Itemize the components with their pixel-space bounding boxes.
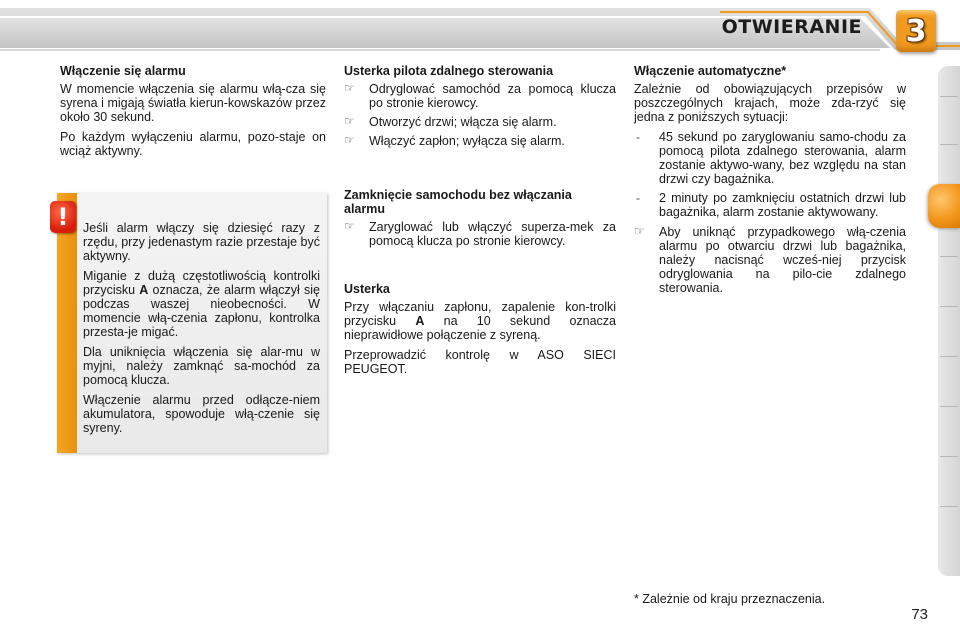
side-tab-divider [940,406,958,407]
column-2 [344,64,616,382]
warning-paragraph: Jeśli alarm włączy się dziesięć razy z rzędu, przy jedenastym razie przestaje być aktywny. [83,221,320,263]
list-item [634,130,906,186]
warning-paragraph: Dla uniknięcia włączenia się alar-mu w myjni, należy zamknąć sa-mochód za pomocą klucza. [83,345,320,387]
footnote: * Zależnie od kraju przeznaczenia. [634,592,826,606]
column-3 [634,64,906,301]
chapter-title: OTWIERANIE [721,16,862,38]
pointing-hand-icon: ☞ [344,219,355,233]
pointing-hand-icon: ☞ [344,114,355,128]
list-item-text: Aby uniknąć przypadkowego włą-czenia alarmu po otwarciu drzwi lub bagażnika, należy nacisnąć wcześ-niej przycisk odryglowania na pilo-cie zdalnego sterowania. [659,225,906,295]
list-item [344,82,616,110]
text-part: na 10 sekund oznacza nieprawidłowe połączenie z syreną. [344,314,617,342]
warning-text [83,221,320,441]
side-tab-divider [940,96,958,97]
list-item-text: 2 minuty po zamknięciu ostatnich drzwi lub bagażnika, alarm zostanie aktywowany. [659,191,906,219]
pointing-hand-icon: ☞ [344,81,355,95]
heading-alarm-activation: Włączenie się alarmu [60,64,186,78]
paragraph: Po każdym wyłączeniu alarmu, pozo-staje on wciąż aktywny. [60,130,326,158]
side-chapter-tabs [930,66,960,576]
side-tab-divider [940,256,958,257]
warning-paragraph [83,269,320,339]
heading-automatic-activation: Włączenie automatyczne* [634,64,787,78]
dash-list [634,130,906,219]
list-item-text: Otworzyć drzwi; włącza się alarm. [369,115,557,129]
heading-lock-without-alarm: Zamknięcie samochodu bez włączania alarmu [344,188,572,216]
list-item-text: Odryglować samochód za pomocą klucza po stronie kierowcy. [369,82,616,110]
paragraph: Przeprowadzić kontrolę w ASO SIECI PEUGEOT. [344,348,616,376]
page-number: 73 [911,606,928,623]
list-item-text: 45 sekund po zaryglowaniu samo-chodu za pomocą pilota zdalnego sterowania, alarm zostanie aktywo-wany, bez względu na stan drzwi czy bagażnika. [659,130,906,186]
list-item-text: Zaryglować lub włączyć superza-mek za pomocą klucza po stronie kierowcy. [369,220,616,248]
exclamation-warning-icon: ! [50,201,76,233]
pointing-hand-icon: ☞ [344,133,355,147]
button-a-label: A [139,283,149,297]
spacer [344,254,616,282]
list-item [344,134,616,148]
bullet-list [344,220,616,248]
side-tab-active-chapter-3[interactable] [928,184,960,228]
side-tab-divider [940,456,958,457]
paragraph: Zależnie od obowiązujących przepisów w poszczególnych krajach, może zda-rzyć się jedna z poniższych sytuacji: [634,82,906,124]
side-tab-divider [940,144,958,145]
side-tab-divider [940,306,958,307]
warning-text-part: Miganie z dużą częstotliwością kontrolki przycisku [83,269,320,297]
list-item-text: Włączyć zapłon; wyłącza się alarm. [369,134,565,148]
bullet-list [344,82,616,148]
list-item [344,220,616,248]
list-item [634,225,906,295]
text-part: Przy włączaniu zapłonu, zapalenie kon-trolki przycisku [344,300,616,328]
heading-remote-failure: Usterka pilota zdalnego sterowania [344,64,554,78]
dash-marker: - [636,130,640,144]
pointing-hand-icon: ☞ [634,224,645,238]
warning-paragraph: Włączenie alarmu przed odłącze-niem akumulatora, spowoduje włą-czenie się syreny. [83,393,320,435]
spacer [344,154,616,188]
side-tab-strip [938,66,960,576]
warning-text-part: oznacza, że alarm włączył się podczas waszej nieobecności. W momencie włą-czenia zapłonu, kontrolka przesta-je migać. [83,283,320,339]
side-tab-divider [940,356,958,357]
list-item [634,191,906,219]
column-1 [60,64,326,164]
chapter-number-badge: 3 [896,10,936,52]
dash-marker: - [636,191,640,205]
paragraph: W momencie włączenia się alarmu włą-cza się syrena i migają światła kierun-kowskazów przez około 30 sekund. [60,82,326,124]
list-item [344,115,616,129]
heading-fault: Usterka [344,282,390,296]
side-tab-divider [940,506,958,507]
bullet-list [634,225,906,295]
paragraph [344,300,616,342]
button-a-label: A [415,314,425,328]
